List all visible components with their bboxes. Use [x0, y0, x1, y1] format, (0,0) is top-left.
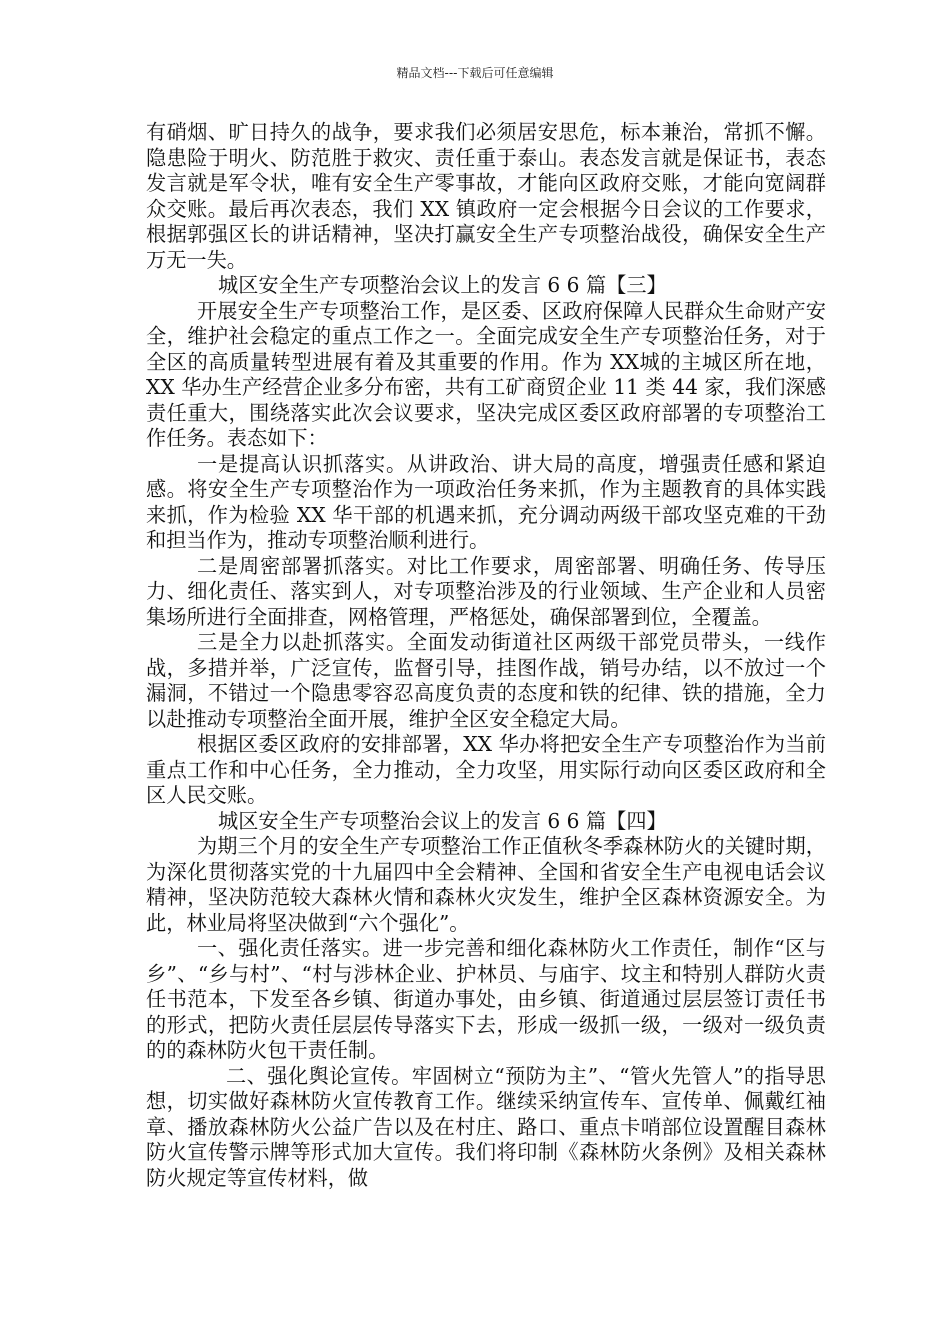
- paragraph: 一、强化责任落实。进一步完善和细化森林防火工作责任，制作“区与乡”、“乡与村”、“村与涉林企业、护林员、与庙宇、坟主和特别人群防火责任书范本，下发至各乡镇、街道办事处，由乡镇、街道通过层层签订责任书的形式，把防火责任层层传导落实下去，形成一级抓一级，一级对一级负责的的森林防火包干责任制。: [146, 936, 826, 1062]
- paragraph: 根据区委区政府的安排部署，XX 华办将把安全生产专项整治作为当前重点工作和中心任务，全力推动，全力攻坚，用实际行动向区委区政府和全区人民交账。: [146, 732, 826, 807]
- paragraph: 二是周密部署抓落实。对比工作要求，周密部署、明确任务、传导压力、细化责任、落实到人，对专项整治涉及的行业领域、生产企业和人员密集场所进行全面排查，网格管理，严格惩处，确保部署到位，全覆盖。: [146, 553, 826, 629]
- paragraph: 一是提高认识抓落实。从讲政治、讲大局的高度，增强责任感和紧迫感。将安全生产专项整治作为一项政治任务来抓，作为主题教育的具体实践来抓，作为检验 XX 华干部的机遇来抓，充分调动两级干部攻坚克难的干劲和担当作为，推动专项整治顺利进行。: [146, 451, 826, 552]
- section-heading-3: 城区安全生产专项整治会议上的发言 6 6 篇【三】: [218, 273, 667, 297]
- paragraph: 二、强化舆论宣传。牢固树立“预防为主”、“管火先管人”的指导思想，切实做好森林防火宣传教育工作。继续采纳宣传车、宣传单、佩戴红袖章、播放森林防火公益广告以及在村庄、路口、重点卡哨部位设置醒目森林防火宣传警示牌等形式加大宣传。我们将印制《森林防火条例》及相关森林防火规定等宣传材料，做: [146, 1063, 826, 1190]
- paragraph: 三是全力以赴抓落实。全面发动街道社区两级干部党员带头，一线作战，多措并举，广泛宣传，监督引导，挂图作战，销号办结，以不放过一个漏洞，不错过一个隐患零容忍高度负责的态度和铁的纪律、铁的措施，全力以赴推动专项整治全面开展，维护全区安全稳定大局。: [146, 630, 826, 731]
- page-header: 精品文档---下载后可任意编辑: [396, 66, 554, 80]
- section-heading-4: 城区安全生产专项整治会议上的发言 6 6 篇【四】: [218, 808, 667, 833]
- paragraph-continuation: 有硝烟、旷日持久的战争，要求我们必须居安思危，标本兼治，常抓不懈。隐患险于明火、防范胜于救灾、责任重于泰山。表态发言就是保证书，表态发言就是军令状，唯有安全生产零事故，才能向区政府交账，才能向宽阔群众交账。最后再次表态，我们 XX 镇政府一定会根据今日会议的工作要求，根据郭强区长的讲话精神，坚决打赢安全生产专项整治战役，确保安全生产万无一失。: [146, 120, 826, 272]
- paragraph: 为期三个月的安全生产专项整治工作正值秋冬季森林防火的关键时期，为深化贯彻落实党的十九届四中全会精神、全国和省安全生产电视电话会议精神，坚决防范较大森林火情和森林火灾发生，维护全区森林资源安全。为此，林业局将坚决做到“六个强化”。: [146, 834, 826, 935]
- paragraph: 开展安全生产专项整治工作，是区委、区政府保障人民群众生命财产安全，维护社会稳定的重点工作之一。全面完成安全生产专项整治任务，对于全区的高质量转型进展有着及其重要的作用。作为 XX城的主城区所在地，XX 华办生产经营企业多分布密，共有工矿商贸企业 11 类 44 家，我们深感责任重大，围绕落实此次会议要求，坚决完成区委区政府部署的专项整治工作任务。表态如下：: [146, 298, 826, 450]
- document-body: [146, 120, 826, 1191]
